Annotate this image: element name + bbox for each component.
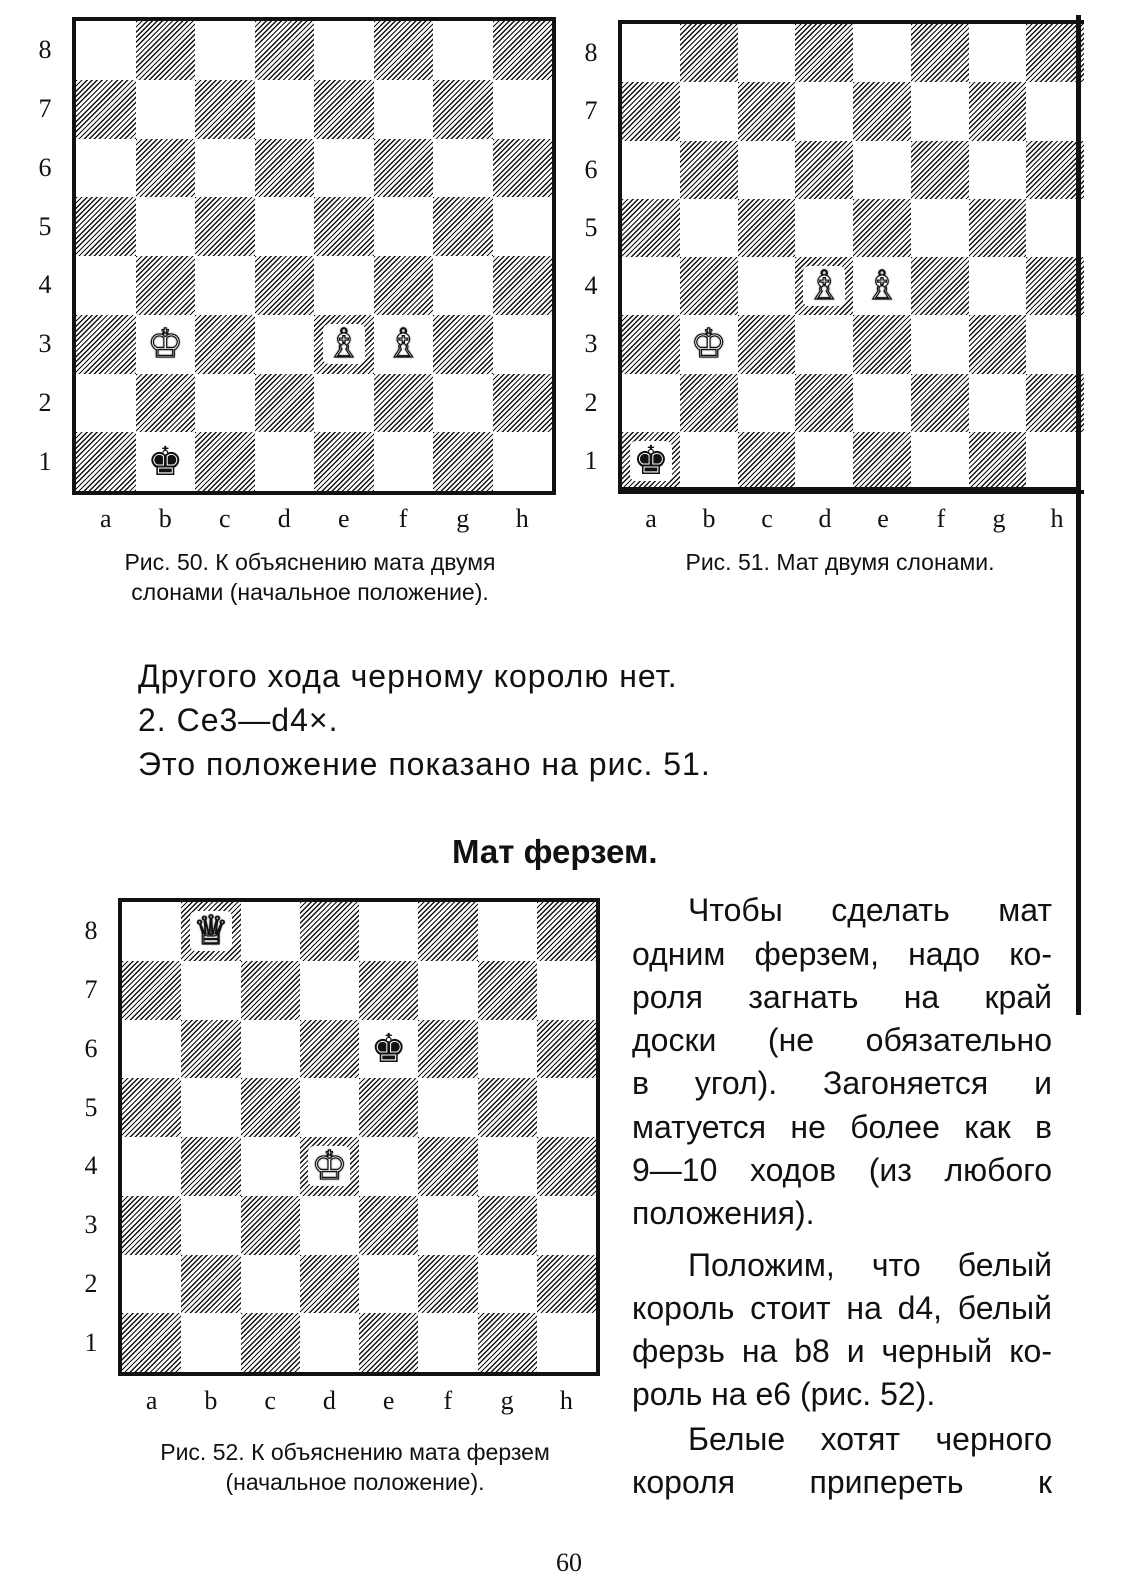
square-b4	[680, 257, 738, 315]
square-b6	[136, 139, 196, 198]
square-a6	[122, 1020, 181, 1079]
paragraph-line: Это положение показано на рис. 51.	[138, 746, 711, 782]
file-label: d	[818, 504, 832, 533]
rank-label: 1	[38, 446, 52, 476]
file-label: f	[936, 504, 946, 533]
square-c1	[738, 432, 796, 490]
square-h2	[493, 374, 553, 433]
square-f2	[418, 1255, 477, 1314]
square-c8	[195, 21, 255, 80]
square-e3	[853, 315, 911, 373]
square-a1	[76, 432, 136, 491]
body-text-line: король стоит на d4, белый	[632, 1290, 1052, 1326]
caption-fig50-line2: слонами (начальное положение).	[131, 579, 489, 605]
square-d8	[255, 21, 315, 80]
square-c8	[241, 902, 300, 961]
rank-label: 7	[584, 96, 598, 126]
body-text-line: одним ферзем, надо ко-	[632, 936, 1052, 972]
white-bishop-icon: ♗	[803, 266, 845, 306]
square-d4	[300, 1137, 359, 1196]
square-a6	[76, 139, 136, 198]
square-f1	[418, 1313, 477, 1372]
square-c6	[195, 139, 255, 198]
caption-fig52-line2: (начальное положение).	[225, 1469, 485, 1495]
square-b5	[181, 1078, 240, 1137]
square-g1	[478, 1313, 537, 1372]
caption-fig52-line1: Рис. 52. К объяснению мата ферзем	[160, 1439, 550, 1465]
rank-label: 3	[584, 329, 598, 359]
square-h2	[537, 1255, 596, 1314]
square-e1	[853, 432, 911, 490]
square-g6	[433, 139, 493, 198]
caption-fig51-text: Рис. 51. Мат двумя слонами.	[685, 549, 995, 575]
square-d5	[300, 1078, 359, 1137]
square-b8	[181, 902, 240, 961]
square-h8	[537, 902, 596, 961]
square-g2	[433, 374, 493, 433]
rank-label: 6	[38, 152, 52, 182]
square-c2	[241, 1255, 300, 1314]
square-f2	[911, 374, 969, 432]
square-b1	[181, 1313, 240, 1372]
square-d5	[255, 197, 315, 256]
caption-fig50	[40, 547, 580, 607]
square-a2	[76, 374, 136, 433]
square-c7	[241, 961, 300, 1020]
square-b6	[181, 1020, 240, 1079]
square-c5	[195, 197, 255, 256]
body-text-line: положения).	[632, 1195, 815, 1231]
square-d5	[795, 199, 853, 257]
square-g1	[969, 432, 1027, 490]
square-f8	[374, 21, 434, 80]
square-c1	[241, 1313, 300, 1372]
square-f5	[911, 199, 969, 257]
square-f2	[374, 374, 434, 433]
body-text-line: Белые хотят черного	[688, 1421, 1052, 1457]
square-c5	[738, 199, 796, 257]
square-g1	[433, 432, 493, 491]
square-g3	[969, 315, 1027, 373]
square-f3	[418, 1196, 477, 1255]
square-h7	[537, 961, 596, 1020]
square-e8	[359, 902, 418, 961]
square-d6	[300, 1020, 359, 1079]
black-king-icon: ♚	[370, 1025, 407, 1072]
square-e1	[314, 432, 374, 491]
paragraph-line: Другого хода черному королю нет.	[138, 658, 678, 694]
square-e5	[853, 199, 911, 257]
rank-label: 5	[38, 211, 52, 241]
square-d3	[300, 1196, 359, 1255]
body-text-line: короля припереть к	[632, 1464, 1052, 1500]
white-queen-icon: ♕	[190, 911, 232, 951]
square-d4	[795, 257, 853, 315]
square-g7	[478, 961, 537, 1020]
square-e3	[359, 1196, 418, 1255]
file-label: c	[264, 1386, 276, 1415]
body-text-line: в угол). Загоняется и	[632, 1065, 1052, 1101]
square-d1	[300, 1313, 359, 1372]
square-a3	[122, 1196, 181, 1255]
body-text-line: матуется не более как в	[632, 1109, 1052, 1145]
file-label: e	[337, 504, 350, 533]
square-h3	[537, 1196, 596, 1255]
rank-label: 7	[38, 94, 52, 124]
square-c4	[738, 257, 796, 315]
file-label: d	[322, 1386, 336, 1415]
rank-label: 5	[584, 212, 598, 242]
square-b2	[680, 374, 738, 432]
rank-label: 3	[38, 329, 52, 359]
rank-label: 1	[584, 445, 598, 475]
white-king-icon: ♔	[147, 321, 184, 368]
page-frame-line	[1076, 15, 1081, 1015]
square-a7	[122, 961, 181, 1020]
square-b3	[680, 315, 738, 373]
square-e5	[314, 197, 374, 256]
file-label: a	[145, 1386, 158, 1415]
square-c6	[241, 1020, 300, 1079]
square-a4	[76, 256, 136, 315]
square-a7	[76, 80, 136, 139]
square-f3	[911, 315, 969, 373]
board-grid	[76, 21, 552, 491]
square-g8	[433, 21, 493, 80]
square-e2	[314, 374, 374, 433]
paragraph-line: 2. Се3—d4×.	[138, 702, 339, 738]
square-f7	[418, 961, 477, 1020]
file-label: g	[992, 504, 1006, 533]
square-h1	[493, 432, 553, 491]
square-d8	[795, 24, 853, 82]
file-label: a	[645, 504, 657, 533]
square-b1	[136, 432, 196, 491]
file-label: h	[1050, 504, 1064, 533]
square-a4	[122, 1137, 181, 1196]
square-b3	[181, 1196, 240, 1255]
square-g4	[478, 1137, 537, 1196]
page-number: 60	[556, 1548, 582, 1577]
body-text-line: ферзь на b8 и черный ко-	[632, 1333, 1052, 1369]
page-frame-line-bottom	[618, 487, 1081, 492]
square-b5	[680, 199, 738, 257]
white-bishop-icon: ♗	[863, 263, 900, 310]
square-e7	[359, 961, 418, 1020]
file-label: c	[761, 504, 773, 533]
square-g2	[478, 1255, 537, 1314]
white-king-icon: ♔	[690, 321, 727, 368]
square-a5	[76, 197, 136, 256]
square-b5	[136, 197, 196, 256]
square-f7	[911, 82, 969, 140]
square-b4	[136, 256, 196, 315]
file-label: b	[702, 504, 716, 533]
square-g2	[969, 374, 1027, 432]
rank-label: 5	[84, 1092, 98, 1122]
square-c2	[738, 374, 796, 432]
square-g5	[478, 1078, 537, 1137]
square-b2	[181, 1255, 240, 1314]
body-text-line: роля загнать на край	[632, 979, 1052, 1015]
square-c4	[195, 256, 255, 315]
square-a1	[622, 432, 680, 490]
square-d7	[795, 82, 853, 140]
square-f6	[374, 139, 434, 198]
body-text-line: 9—10 ходов (из любого	[632, 1152, 1052, 1188]
square-b6	[680, 141, 738, 199]
square-c1	[195, 432, 255, 491]
square-d7	[300, 961, 359, 1020]
rank-label: 6	[84, 1033, 98, 1063]
square-b8	[680, 24, 738, 82]
square-a8	[122, 902, 181, 961]
square-f8	[418, 902, 477, 961]
square-b3	[136, 315, 196, 374]
square-h6	[537, 1020, 596, 1079]
rank-label: 2	[584, 387, 598, 417]
square-a3	[622, 315, 680, 373]
square-a8	[622, 24, 680, 82]
square-c4	[241, 1137, 300, 1196]
square-f6	[418, 1020, 477, 1079]
square-e3	[314, 315, 374, 374]
rank-label: 2	[38, 387, 52, 417]
file-label: h	[559, 1386, 573, 1415]
black-king-icon: ♚	[630, 441, 672, 481]
white-king-icon: ♔	[308, 1146, 350, 1186]
square-g8	[969, 24, 1027, 82]
square-d6	[255, 139, 315, 198]
square-b7	[136, 80, 196, 139]
square-e7	[853, 82, 911, 140]
square-g6	[478, 1020, 537, 1079]
file-label: d	[277, 504, 291, 533]
square-h1	[537, 1313, 596, 1372]
board-grid	[622, 24, 1084, 490]
file-label: f	[398, 504, 408, 533]
section-heading: Мат ферзем.	[452, 833, 658, 870]
square-e6	[359, 1020, 418, 1079]
square-e4	[359, 1137, 418, 1196]
file-label: a	[99, 504, 112, 533]
square-g5	[433, 197, 493, 256]
board-grid	[122, 902, 596, 1372]
square-f5	[374, 197, 434, 256]
black-king-icon: ♚	[147, 438, 184, 485]
square-f1	[911, 432, 969, 490]
square-g5	[969, 199, 1027, 257]
square-d8	[300, 902, 359, 961]
square-f1	[374, 432, 434, 491]
square-e5	[359, 1078, 418, 1137]
square-a7	[622, 82, 680, 140]
square-a4	[622, 257, 680, 315]
file-label: c	[218, 504, 231, 533]
square-b7	[181, 961, 240, 1020]
file-label: g	[500, 1386, 514, 1415]
square-f4	[418, 1137, 477, 1196]
rank-label: 8	[38, 35, 52, 65]
square-a2	[122, 1255, 181, 1314]
square-g4	[969, 257, 1027, 315]
white-bishop-icon: ♗	[323, 324, 365, 364]
file-label: g	[456, 504, 470, 533]
caption-fig50-line1: Рис. 50. К объяснению мата двумя	[124, 549, 496, 575]
white-bishop-icon: ♗	[385, 321, 422, 368]
square-d4	[255, 256, 315, 315]
square-e8	[314, 21, 374, 80]
square-e7	[314, 80, 374, 139]
square-f7	[374, 80, 434, 139]
rank-label: 3	[84, 1210, 98, 1240]
square-h8	[493, 21, 553, 80]
square-e6	[853, 141, 911, 199]
square-h6	[493, 139, 553, 198]
square-c7	[195, 80, 255, 139]
square-h7	[493, 80, 553, 139]
body-text-line: Положим, что белый	[688, 1247, 1052, 1283]
square-d3	[255, 315, 315, 374]
square-d1	[255, 432, 315, 491]
chessboard-fig50	[72, 17, 556, 495]
rank-label: 2	[84, 1268, 98, 1298]
square-c3	[241, 1196, 300, 1255]
square-h4	[537, 1137, 596, 1196]
rank-label: 8	[584, 38, 598, 68]
square-c7	[738, 82, 796, 140]
file-label: h	[515, 504, 529, 533]
file-label: f	[443, 1386, 453, 1415]
square-f6	[911, 141, 969, 199]
square-e2	[359, 1255, 418, 1314]
square-d2	[300, 1255, 359, 1314]
square-c5	[241, 1078, 300, 1137]
square-b1	[680, 432, 738, 490]
square-g8	[478, 902, 537, 961]
square-c3	[738, 315, 796, 373]
square-f8	[911, 24, 969, 82]
square-d2	[795, 374, 853, 432]
square-e1	[359, 1313, 418, 1372]
square-e6	[314, 139, 374, 198]
square-a2	[622, 374, 680, 432]
square-b4	[181, 1137, 240, 1196]
square-c6	[738, 141, 796, 199]
square-e2	[853, 374, 911, 432]
caption-fig52	[100, 1437, 610, 1497]
square-a1	[122, 1313, 181, 1372]
rank-label: 1	[84, 1327, 98, 1357]
square-c3	[195, 315, 255, 374]
file-label: b	[204, 1386, 218, 1415]
square-d2	[255, 374, 315, 433]
square-d6	[795, 141, 853, 199]
chessboard-fig51	[618, 20, 1084, 494]
rank-label: 7	[84, 975, 98, 1005]
caption-fig51	[620, 547, 1060, 577]
square-g4	[433, 256, 493, 315]
rank-label: 8	[84, 916, 98, 946]
square-f5	[418, 1078, 477, 1137]
square-e8	[853, 24, 911, 82]
square-f4	[374, 256, 434, 315]
square-a8	[76, 21, 136, 80]
rank-label: 4	[584, 271, 598, 301]
square-h4	[493, 256, 553, 315]
square-g7	[969, 82, 1027, 140]
square-c8	[738, 24, 796, 82]
rank-label: 6	[584, 154, 598, 184]
square-h5	[493, 197, 553, 256]
square-a5	[622, 199, 680, 257]
square-a6	[622, 141, 680, 199]
square-e4	[314, 256, 374, 315]
body-text-line: доски (не обязательно	[632, 1022, 1052, 1058]
chessboard-fig52	[118, 898, 600, 1376]
file-label: b	[158, 504, 172, 533]
square-b8	[136, 21, 196, 80]
square-e4	[853, 257, 911, 315]
square-f4	[911, 257, 969, 315]
rank-label: 4	[84, 1151, 98, 1181]
square-a5	[122, 1078, 181, 1137]
square-h3	[493, 315, 553, 374]
body-text-line: роль на е6 (рис. 52).	[632, 1376, 936, 1412]
square-g3	[433, 315, 493, 374]
square-d3	[795, 315, 853, 373]
square-d1	[795, 432, 853, 490]
square-f3	[374, 315, 434, 374]
square-b2	[136, 374, 196, 433]
body-text-line: Чтобы сделать мат	[688, 892, 1052, 928]
square-d7	[255, 80, 315, 139]
file-label: e	[877, 504, 889, 533]
square-g6	[969, 141, 1027, 199]
square-g7	[433, 80, 493, 139]
square-b7	[680, 82, 738, 140]
square-h5	[537, 1078, 596, 1137]
square-a3	[76, 315, 136, 374]
rank-label: 4	[38, 270, 52, 300]
square-c2	[195, 374, 255, 433]
file-label: e	[382, 1386, 395, 1415]
square-g3	[478, 1196, 537, 1255]
